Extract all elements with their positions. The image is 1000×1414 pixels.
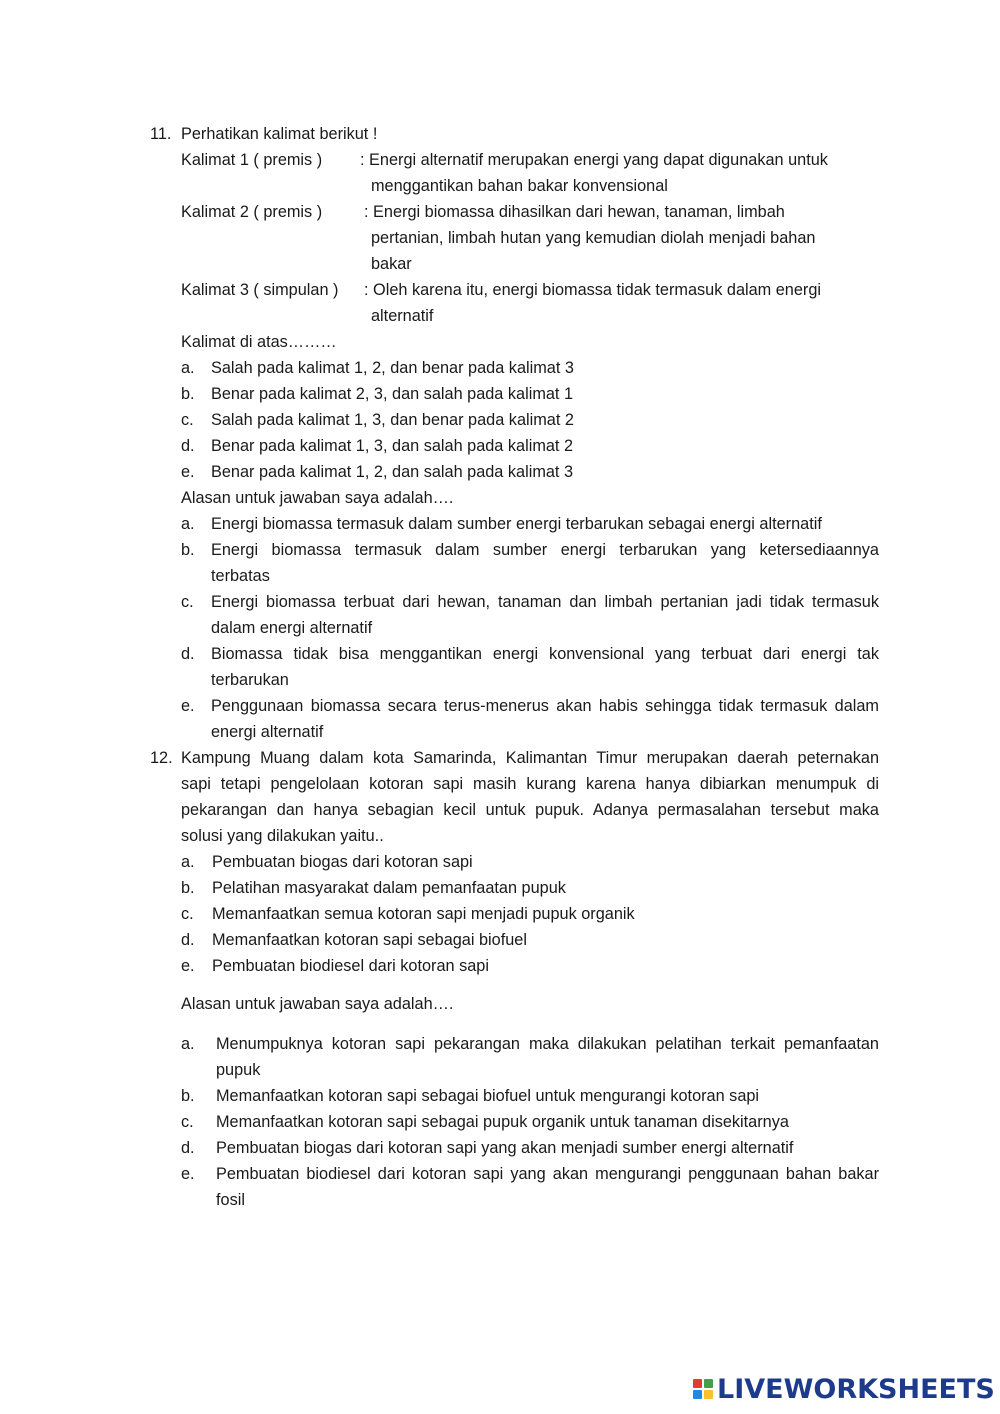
q12-option-d[interactable]: Memanfaatkan kotoran sapi sebagai biofuel [212, 931, 527, 949]
q11-reason-e[interactable]: Penggunaan biomassa secara terus-menerus akan habis sehingga tidak termasuk dalam [211, 697, 879, 715]
q11-reason-e-cont: energi alternatif [211, 723, 324, 741]
q11-stem: Kalimat di atas……… [181, 333, 337, 351]
logo-tile-3 [693, 1390, 702, 1399]
q11-prompt: Perhatikan kalimat berikut ! [181, 125, 378, 143]
q12-option-c[interactable]: Memanfaatkan semua kotoran sapi menjadi pupuk organik [212, 905, 635, 923]
liveworksheets-logo [693, 1374, 995, 1404]
q11-option-b-letter: b. [181, 385, 195, 403]
q11-reason-a-letter: a. [181, 515, 195, 533]
q12-reason-c[interactable]: Memanfaatkan kotoran sapi sebagai pupuk organik untuk tanaman disekitarnya [216, 1113, 789, 1131]
q11-k2-text-3: bakar [371, 255, 412, 273]
q11-reason-b-letter: b. [181, 541, 195, 559]
q11-option-d-letter: d. [181, 437, 195, 455]
q11-option-a[interactable]: Salah pada kalimat 1, 2, dan benar pada kalimat 3 [211, 359, 574, 377]
q12-option-d-letter: d. [181, 931, 195, 949]
q11-reason-d-cont: terbarukan [211, 671, 289, 689]
logo-tile-1 [693, 1379, 702, 1388]
logo-tiles-icon [693, 1379, 713, 1399]
q12-reason-a-cont: pupuk [216, 1061, 261, 1079]
q12-option-a-letter: a. [181, 853, 195, 871]
q11-reason-label: Alasan untuk jawaban saya adalah…. [181, 489, 454, 507]
q11-number: 11. [150, 125, 172, 143]
q11-reason-c-cont: dalam energi alternatif [211, 619, 373, 637]
q12-option-b[interactable]: Pelatihan masyarakat dalam pemanfaatan pupuk [212, 879, 566, 897]
q12-reason-d-letter: d. [181, 1139, 195, 1157]
q12-paragraph-1: Kampung Muang dalam kota Samarinda, Kalimantan Timur merupakan daerah peternakan [181, 749, 879, 767]
q11-k1-text-1: : Energi alternatif merupakan energi yang dapat digunakan untuk [360, 151, 828, 169]
q11-reason-b[interactable]: Energi biomassa termasuk dalam sumber energi terbarukan yang ketersediaannya [211, 541, 879, 559]
q11-reason-b-cont: terbatas [211, 567, 270, 585]
q11-option-a-letter: a. [181, 359, 195, 377]
q12-reason-d[interactable]: Pembuatan biogas dari kotoran sapi yang akan menjadi sumber energi alternatif [216, 1139, 794, 1157]
q12-paragraph-3: pekarangan dan hanya sebagian kecil untuk pupuk. Adanya permasalahan tersebut maka [181, 801, 879, 819]
q12-reason-e-letter: e. [181, 1165, 195, 1183]
q11-reason-c[interactable]: Energi biomassa terbuat dari hewan, tanaman dan limbah pertanian jadi tidak termasuk [211, 593, 879, 611]
q11-option-e-letter: e. [181, 463, 195, 481]
q12-paragraph-2: sapi tetapi pengelolaan kotoran sapi masih kurang karena hanya dibiarkan menumpuk di [181, 775, 879, 793]
q11-option-d[interactable]: Benar pada kalimat 1, 3, dan salah pada kalimat 2 [211, 437, 574, 455]
q11-k3-text-1: : Oleh karena itu, energi biomassa tidak termasuk dalam energi [364, 281, 822, 299]
q12-paragraph-4: solusi yang dilakukan yaitu.. [181, 827, 384, 845]
logo-tile-4 [704, 1390, 713, 1399]
q12-reason-b-letter: b. [181, 1087, 195, 1105]
q11-k1-text-2: menggantikan bahan bakar konvensional [371, 177, 668, 195]
q11-option-c-letter: c. [181, 411, 194, 429]
q11-k2-label: Kalimat 2 ( premis ) [181, 203, 323, 221]
q12-reason-b[interactable]: Memanfaatkan kotoran sapi sebagai biofuel untuk mengurangi kotoran sapi [216, 1087, 760, 1105]
q11-option-c[interactable]: Salah pada kalimat 1, 3, dan benar pada kalimat 2 [211, 411, 574, 429]
q11-k2-text-2: pertanian, limbah hutan yang kemudian diolah menjadi bahan [371, 229, 816, 247]
q11-k3-label: Kalimat 3 ( simpulan ) [181, 281, 339, 299]
q12-option-c-letter: c. [181, 905, 194, 923]
q12-option-e-letter: e. [181, 957, 195, 975]
q12-reason-a-letter: a. [181, 1035, 195, 1053]
q12-number: 12. [150, 749, 173, 767]
q12-option-a[interactable]: Pembuatan biogas dari kotoran sapi [212, 853, 473, 871]
q11-option-b[interactable]: Benar pada kalimat 2, 3, dan salah pada kalimat 1 [211, 385, 574, 403]
q12-option-e[interactable]: Pembuatan biodiesel dari kotoran sapi [212, 957, 489, 975]
q12-reason-label: Alasan untuk jawaban saya adalah…. [181, 995, 454, 1013]
q11-reason-d-letter: d. [181, 645, 195, 663]
q12-reason-a[interactable]: Menumpuknya kotoran sapi pekarangan maka dilakukan pelatihan terkait pemanfaatan [216, 1035, 879, 1053]
q12-reason-e[interactable]: Pembuatan biodiesel dari kotoran sapi yang akan mengurangi penggunaan bahan bakar [216, 1165, 879, 1183]
q12-reason-c-letter: c. [181, 1113, 194, 1131]
q11-k1-label: Kalimat 1 ( premis ) [181, 151, 323, 169]
q11-reason-a[interactable]: Energi biomassa termasuk dalam sumber energi terbarukan sebagai energi alternatif [211, 515, 822, 533]
logo-text: LIVEWORKSHEETS [717, 1373, 995, 1405]
logo-tile-2 [704, 1379, 713, 1388]
q11-k2-text-1: : Energi biomassa dihasilkan dari hewan, tanaman, limbah [364, 203, 785, 221]
q11-option-e[interactable]: Benar pada kalimat 1, 2, dan salah pada kalimat 3 [211, 463, 574, 481]
q11-reason-e-letter: e. [181, 697, 195, 715]
q12-option-b-letter: b. [181, 879, 195, 897]
q12-reason-e-cont: fosil [216, 1191, 245, 1209]
q11-reason-c-letter: c. [181, 593, 194, 611]
q11-k3-text-2: alternatif [371, 307, 434, 325]
q11-reason-d[interactable]: Biomassa tidak bisa menggantikan energi konvensional yang terbuat dari energi tak [211, 645, 879, 663]
